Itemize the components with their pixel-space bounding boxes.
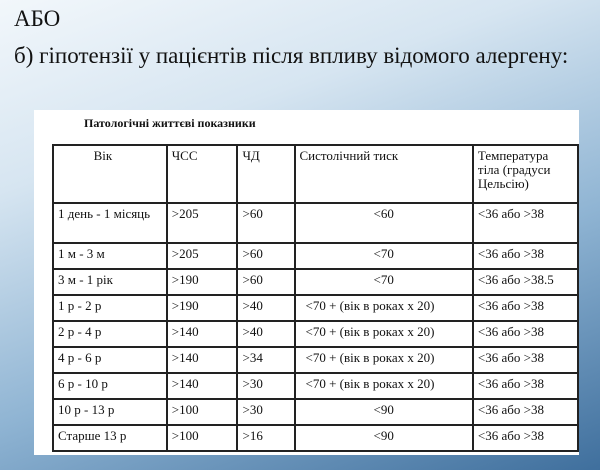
cell-temperature: <36 або >38.5 xyxy=(473,269,578,295)
cell-rr: >16 xyxy=(237,425,294,451)
cell-temperature: <36 або >38 xyxy=(473,399,578,425)
cell-age: Старше 13 р xyxy=(53,425,167,451)
cell-systolic: <70 + (вік в роках х 20) xyxy=(295,347,473,373)
cell-rr: >40 xyxy=(237,295,294,321)
cell-temperature: <36 або >38 xyxy=(473,347,578,373)
header-rr: ЧД xyxy=(237,145,294,203)
cell-age: 6 р - 10 р xyxy=(53,373,167,399)
cell-rr: >60 xyxy=(237,269,294,295)
cell-systolic: <90 xyxy=(295,425,473,451)
cell-age: 4 р - 6 р xyxy=(53,347,167,373)
table-row xyxy=(53,425,578,451)
header-temperature: Температура тіла (градуси Цельсію) xyxy=(473,145,578,203)
cell-age: 1 м - 3 м xyxy=(53,243,167,269)
table-caption: Патологічні життєві показники xyxy=(84,116,256,130)
table-header-row xyxy=(53,145,578,203)
table-row xyxy=(53,243,578,269)
cell-hr: >190 xyxy=(167,269,238,295)
cell-age: 2 р - 4 р xyxy=(53,321,167,347)
cell-rr: >60 xyxy=(237,243,294,269)
cell-temperature: <36 або >38 xyxy=(473,425,578,451)
table-row xyxy=(53,347,578,373)
cell-hr: >205 xyxy=(167,243,238,269)
cell-hr: >140 xyxy=(167,321,238,347)
table-row xyxy=(53,269,578,295)
cell-systolic: <90 xyxy=(295,399,473,425)
cell-hr: >100 xyxy=(167,425,238,451)
cell-rr: >40 xyxy=(237,321,294,347)
cell-age: 1 р - 2 р xyxy=(53,295,167,321)
cell-systolic: <70 + (вік в роках х 20) xyxy=(295,295,473,321)
table-row xyxy=(53,373,578,399)
cell-temperature: <36 або >38 xyxy=(473,203,578,243)
header-hr: ЧСС xyxy=(167,145,238,203)
table-row xyxy=(53,203,578,243)
table-row xyxy=(53,399,578,425)
heading-line-2: б) гіпотензії у пацієнтів після впливу відомого алергену: xyxy=(14,43,569,68)
cell-temperature: <36 або >38 xyxy=(473,373,578,399)
cell-hr: >100 xyxy=(167,399,238,425)
cell-systolic: <60 xyxy=(295,203,473,243)
cell-hr: >140 xyxy=(167,373,238,399)
heading-line-1: АБО xyxy=(14,6,61,31)
cell-age: 1 день - 1 місяць xyxy=(53,203,167,243)
table-row xyxy=(53,321,578,347)
cell-age: 3 м - 1 рік xyxy=(53,269,167,295)
cell-rr: >34 xyxy=(237,347,294,373)
cell-hr: >205 xyxy=(167,203,238,243)
vital-signs-table xyxy=(52,144,579,452)
cell-rr: >30 xyxy=(237,399,294,425)
cell-temperature: <36 або >38 xyxy=(473,321,578,347)
cell-rr: >30 xyxy=(237,373,294,399)
table-panel xyxy=(34,110,579,455)
cell-systolic: <70 + (вік в роках х 20) xyxy=(295,321,473,347)
cell-hr: >190 xyxy=(167,295,238,321)
cell-age: 10 р - 13 р xyxy=(53,399,167,425)
header-age: Вік xyxy=(53,145,167,203)
header-systolic: Систолічний тиск xyxy=(295,145,473,203)
cell-systolic: <70 xyxy=(295,243,473,269)
cell-hr: >140 xyxy=(167,347,238,373)
table-row xyxy=(53,295,578,321)
cell-temperature: <36 або >38 xyxy=(473,243,578,269)
cell-rr: >60 xyxy=(237,203,294,243)
cell-temperature: <36 або >38 xyxy=(473,295,578,321)
cell-systolic: <70 + (вік в роках х 20) xyxy=(295,373,473,399)
cell-systolic: <70 xyxy=(295,269,473,295)
